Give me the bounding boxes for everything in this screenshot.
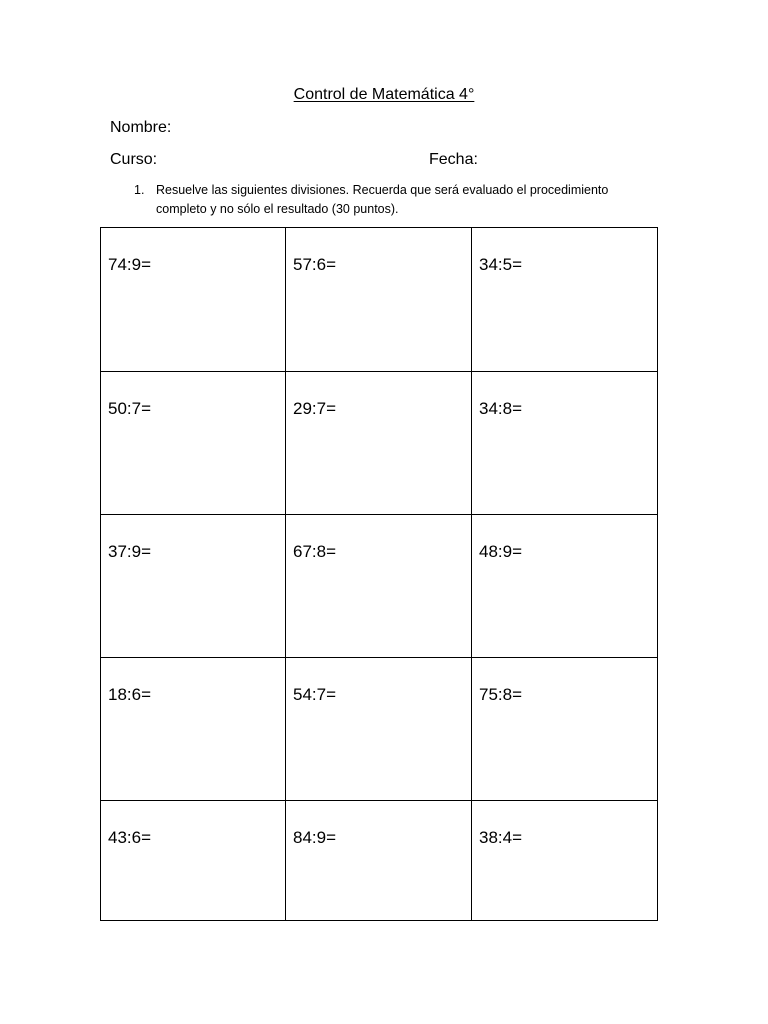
exercise-cell: 48:9= <box>472 515 657 658</box>
exercise-cell: 54:7= <box>286 658 472 801</box>
exercise-cell: 34:5= <box>472 228 657 372</box>
page-title: Control de Matemática 4° <box>293 86 475 103</box>
exercise-cell: 38:4= <box>479 828 523 847</box>
exercise-cell: 37:9= <box>101 515 286 658</box>
exercise-cell: 74:9= <box>101 228 286 372</box>
exercise-cell: 29:7= <box>286 372 472 515</box>
exercise-cell: 84:9= <box>286 801 472 920</box>
exercise-cell: 18:6= <box>101 658 286 801</box>
exercise-cell: 50:7= <box>101 372 286 515</box>
fecha-label: Fecha: <box>429 151 478 168</box>
nombre-label: Nombre: <box>110 119 172 136</box>
instruction-number: 1. <box>134 183 145 197</box>
instruction-item <box>134 181 634 219</box>
exercise-cell: 34:8= <box>472 372 657 515</box>
exercise-cell: 43:6= <box>101 801 286 920</box>
curso-label: Curso: <box>110 151 158 168</box>
exercise-cell: 75:8= <box>472 658 657 801</box>
exercise-grid <box>100 227 658 921</box>
exercise-cell: 57:6= <box>286 228 472 372</box>
instruction-text: Resuelve las siguientes divisiones. Recuerda que será evaluado el procedimiento completo y no sólo el resultado (30 puntos). <box>156 183 609 216</box>
exercise-cell: 67:8= <box>286 515 472 658</box>
